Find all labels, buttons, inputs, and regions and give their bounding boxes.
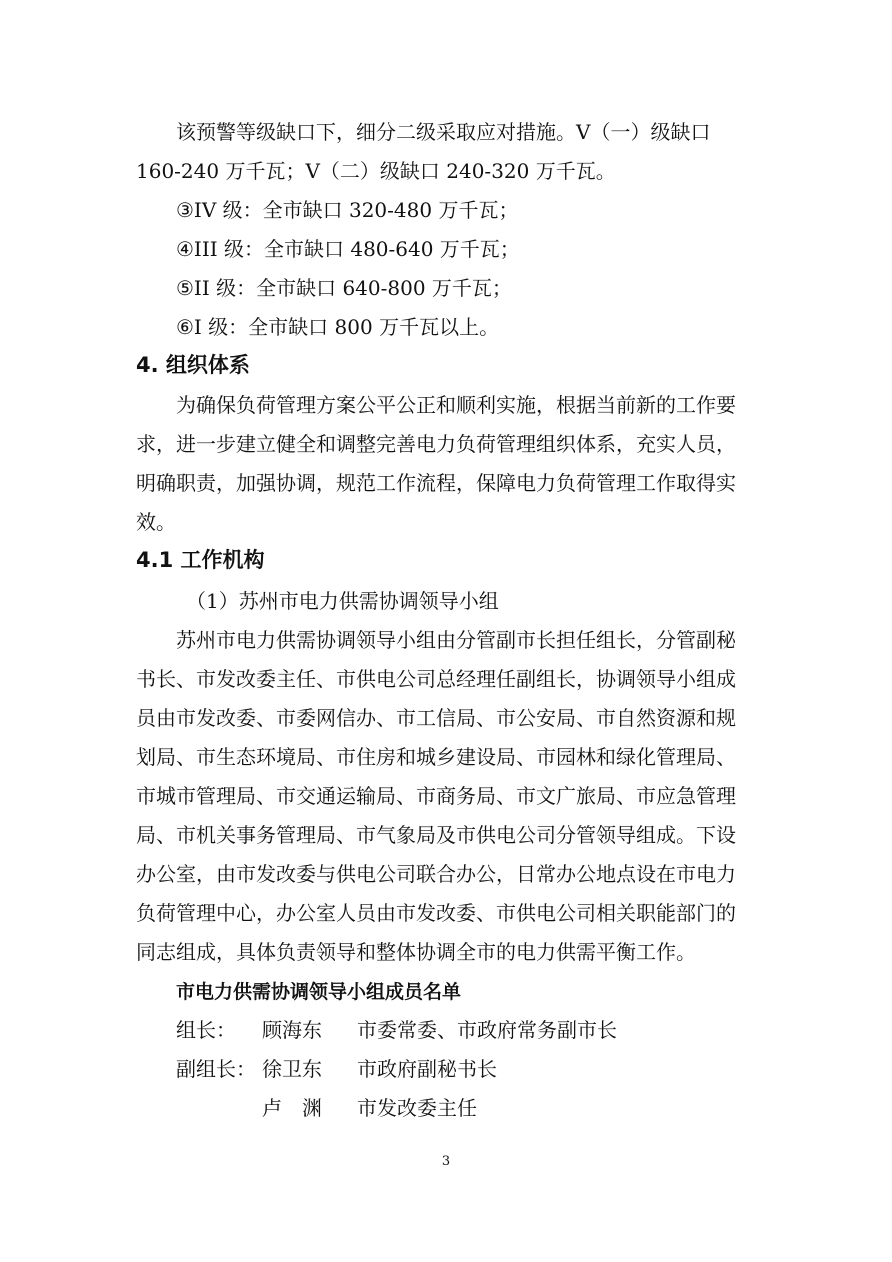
member-name: 卢 渊	[262, 1096, 322, 1120]
member-list-title: 市电力供需协调领导小组成员名单	[176, 981, 462, 1003]
member-row	[0, 1054, 892, 1084]
level-ii: ⑤II 级：全市缺口 640-800 万千瓦；	[176, 276, 512, 300]
intro-line-2: 160-240 万千瓦；V（二）级缺口 240-320 万千瓦。	[136, 159, 616, 183]
section-4-line: 明确职责，加强协调，规范工作流程，保障电力负荷管理工作取得实	[136, 471, 736, 495]
member-name: 徐卫东	[262, 1057, 322, 1081]
section-4-line: 为确保负荷管理方案公平公正和顺利实施，根据当前新的工作要	[176, 393, 736, 417]
member-role: 副组长：	[176, 1057, 256, 1081]
page-number: 3	[441, 1154, 451, 1169]
level-iii: ④III 级：全市缺口 480-640 万千瓦；	[176, 237, 520, 261]
section-4-1-line: 办公室，由市发改委与供电公司联合办公，日常办公地点设在市电力	[136, 862, 736, 886]
section-4-1-line: 负荷管理中心，办公室人员由市发改委、市供电公司相关职能部门的	[136, 901, 736, 925]
member-role: 组长：	[176, 1018, 236, 1042]
section-4-heading: 4. 组织体系	[136, 353, 250, 377]
section-4-1-line: 市城市管理局、市交通运输局、市商务局、市文广旅局、市应急管理	[136, 784, 736, 808]
section-4-1-subtitle: （1）苏州市电力供需协调领导小组	[186, 589, 499, 613]
section-4-1-line: 划局、市生态环境局、市住房和城乡建设局、市园林和绿化管理局、	[136, 745, 736, 769]
section-4-1-line: 苏州市电力供需协调领导小组由分管副市长担任组长，分管副秘	[176, 628, 736, 652]
section-4-line: 效。	[136, 510, 176, 534]
section-4-line: 求，进一步建立健全和调整完善电力负荷管理组织体系，充实人员，	[136, 432, 736, 456]
section-4-1-line: 局、市机关事务管理局、市气象局及市供电公司分管领导组成。下设	[136, 823, 736, 847]
member-name: 顾海东	[262, 1018, 322, 1042]
section-4-1-line: 员由市发改委、市委网信办、市工信局、市公安局、市自然资源和规	[136, 706, 736, 730]
member-title: 市政府副秘书长	[357, 1057, 497, 1081]
section-4-1-line: 书长、市发改委主任、市供电公司总经理任副组长，协调领导小组成	[136, 667, 736, 691]
intro-line-1: 该预警等级缺口下，细分二级采取应对措施。V（一）级缺口	[176, 120, 711, 144]
section-4-1-heading: 4.1 工作机构	[136, 548, 265, 572]
section-4-1-line: 同志组成，具体负责领导和整体协调全市的电力供需平衡工作。	[136, 940, 696, 964]
member-title: 市委常委、市政府常务副市长	[357, 1018, 617, 1042]
member-row	[0, 1093, 892, 1123]
level-iv: ③IV 级：全市缺口 320-480 万千瓦；	[176, 198, 519, 222]
member-row	[0, 1015, 892, 1045]
member-title: 市发改委主任	[357, 1096, 477, 1120]
level-i: ⑥I 级：全市缺口 800 万千瓦以上。	[176, 315, 500, 339]
